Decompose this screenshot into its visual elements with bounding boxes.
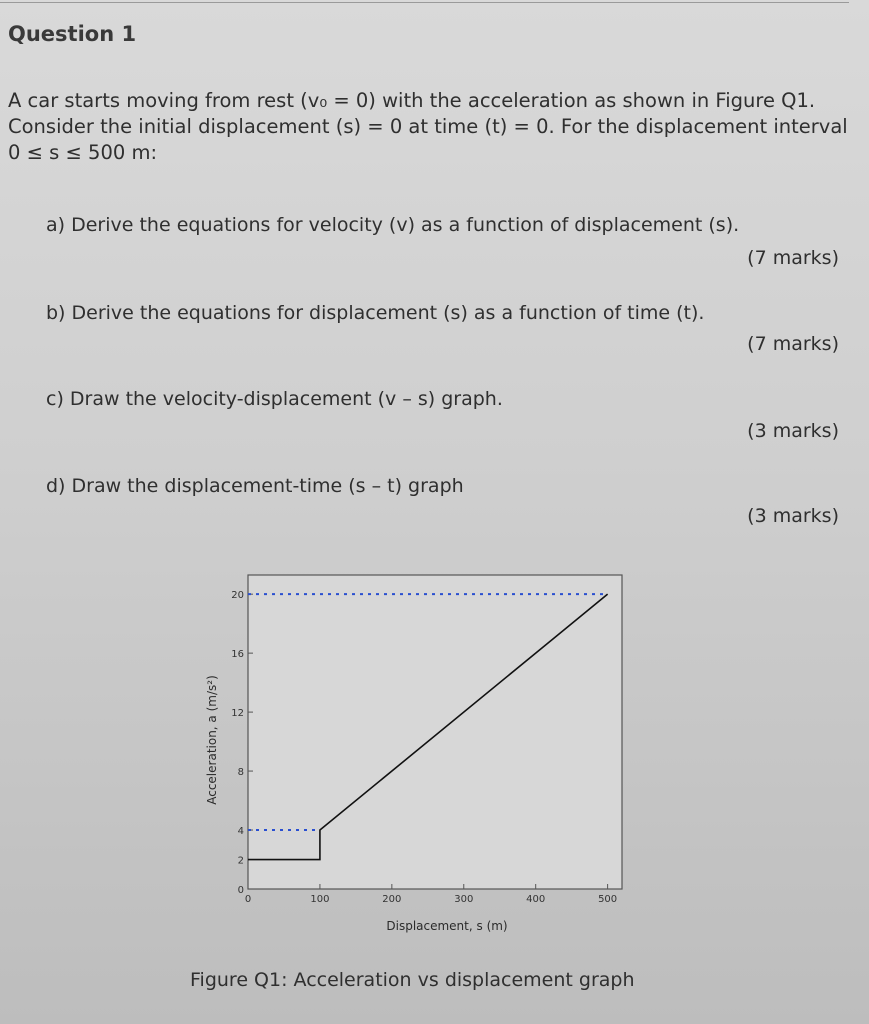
part-a-text: a) Derive the equations for velocity (v) as a function of displacement (s). <box>46 214 740 236</box>
x-tick-label: 0 <box>244 894 252 905</box>
x-tick-label: 400 <box>526 894 546 905</box>
y-tick-label: 16 <box>231 649 244 661</box>
x-tick-label: 200 <box>382 894 402 905</box>
part-a-marks: (7 marks) <box>747 247 839 269</box>
y-tick-label: 8 <box>237 767 244 779</box>
x-tick-label: 100 <box>310 894 330 905</box>
part-b-text: b) Derive the equations for displacement (s) as a function of time (t). <box>46 302 705 324</box>
part-d-marks: (3 marks) <box>747 505 839 527</box>
figure-caption: Figure Q1: Acceleration vs displacement graph <box>190 969 635 991</box>
part-c-text: c) Draw the velocity-displacement (v – s) graph. <box>46 388 503 410</box>
x-axis-label: Displacement, s (m) <box>386 919 508 933</box>
part-c-marks: (3 marks) <box>747 420 839 442</box>
y-tick-label: 12 <box>231 708 244 720</box>
acceleration-displacement-chart <box>200 565 660 945</box>
y-tick-label: 2 <box>237 855 244 867</box>
x-tick-label: 500 <box>598 894 618 905</box>
part-d-text: d) Draw the displacement-time (s – t) graph <box>46 475 464 497</box>
plot-frame <box>248 575 622 889</box>
part-b-marks: (7 marks) <box>747 333 839 355</box>
y-axis-label: Acceleration, a (m/s²) <box>205 675 219 805</box>
question-intro: A car starts moving from rest (v₀ = 0) with the acceleration as shown in Figure Q1. Consider the initial displacement (s) = 0 at time (t) = 0. For the displacement interval 0 ≤ s ≤ 500 m: <box>8 89 848 164</box>
y-tick-label: 20 <box>231 590 244 602</box>
y-tick-label: 4 <box>237 826 244 838</box>
x-tick-label: 300 <box>454 894 474 905</box>
top-rule <box>0 2 849 3</box>
y-tick-label: 0 <box>237 885 244 896</box>
question-title: Question 1 <box>8 22 137 46</box>
